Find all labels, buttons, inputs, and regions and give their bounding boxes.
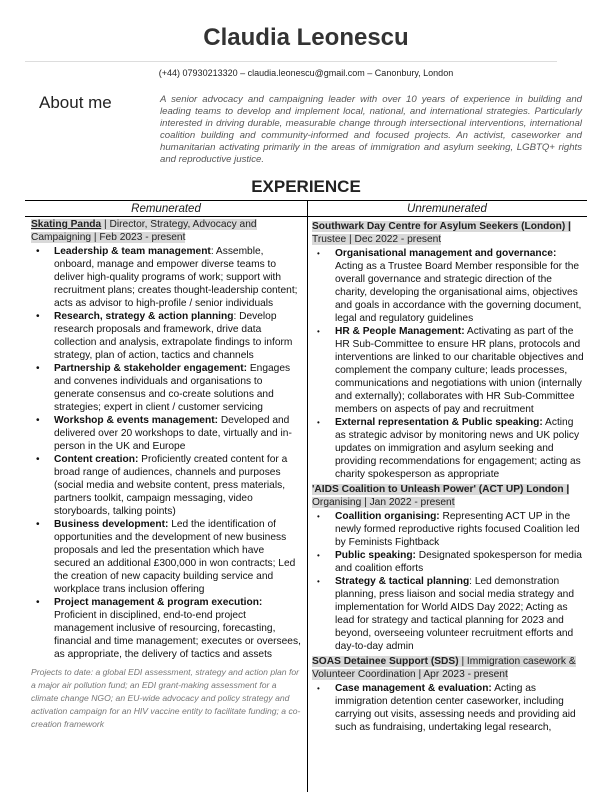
list-item (317, 416, 584, 481)
bullet-text: Developed and delivered over 20 workshops to date, virtually and in-person in the UK and Europe (54, 415, 292, 452)
list-item (317, 510, 584, 549)
bullet-text: Representing ACT UP in the newly formed reproductive rights focused Coalition led by Feminists Fightback (335, 511, 580, 548)
bullet-list (312, 682, 584, 734)
list-item (36, 518, 303, 596)
bullet-title: Workshop & events management: (54, 415, 218, 426)
list-item (317, 325, 584, 416)
list-item (317, 575, 584, 653)
contact-line: (+44) 07930213320 – claudia.leonescu@gmail.com – Canonbury, London (158, 68, 454, 78)
bullet-title: Organisational management and governance: (335, 248, 557, 259)
bullet-title: Coallition organising: (335, 511, 440, 522)
remunerated-column (31, 218, 303, 731)
bullet-text: Led the identification of opportunities and the development of new business proposals and led the presentation which have secured an additional £300,000 in won contracts; Led the creation of new capacity building service and workplace trans inclusion offering (54, 519, 296, 595)
org-entry (312, 655, 584, 734)
org-role: | Director, Strategy, Advocacy and Campaigning | Feb 2023 - present (31, 219, 257, 243)
bullet-title: Partnership & stakeholder engagement: (54, 363, 248, 374)
bullet-title: Public speaking: (335, 550, 416, 561)
list-item (36, 362, 303, 414)
about-text: A senior advocacy and campaigning leader with over 10 years of experience in building and leading teams to develop and implement local, national, and international strategies. Particularly interested in driving durable, measurable change through intersectional interventions, international coalition building and community-informed and focused projects. An activist, caseworker and humanitarian activating primarily in the areas of immigration and asylum seeking, LGBTQ+ rights and reproductive justice. (160, 94, 582, 165)
list-item (317, 247, 584, 325)
column-divider (307, 201, 308, 792)
about-heading: About me (39, 93, 112, 112)
bullet-title: HR & People Management: (335, 326, 465, 337)
unremunerated-column (312, 218, 584, 735)
list-item (317, 549, 584, 575)
org-heading (312, 656, 576, 680)
candidate-name: Claudia Leonescu (203, 24, 409, 51)
header-divider (25, 61, 557, 62)
list-item (36, 245, 303, 310)
list-item (36, 596, 303, 661)
remunerated-header: Remunerated (25, 201, 307, 217)
list-item (36, 453, 303, 518)
org-role: Organising | Jan 2022 - present (312, 497, 455, 508)
bullet-text: Proficient in disciplined, end-to-end project management inclusive of resourcing, forecasting, financial and time management; executes or oversees, as appropriate, the delivery of tactics and assets (54, 610, 301, 660)
bullet-list (312, 510, 584, 653)
list-item (36, 414, 303, 453)
org-name: Southwark Day Centre for Asylum Seekers (London) | (312, 221, 571, 232)
org-entry (312, 220, 584, 481)
projects-note: Projects to date: a global EDI assessment, strategy and action plan for a major air pollution fund; an EDI grant-making assessment for a climate change NGO; an EU-wide advocacy and policy strategy and activation campaign for an HIV vaccine entity to facilitate funding; a co-creation framework (31, 667, 301, 729)
bullet-text: : Led demonstration planning, press liaison and social media strategy and implementation for World AIDS Day 2022; Acting as lead for strategy and tactical planning for 2023 and beyond, overseeing volunteer recruitment efforts and day-to-day admin (335, 576, 574, 652)
bullet-text: Activating as part of the HR Sub-Committee to ensure HR plans, protocols and interventions are linked to our charitable objectives and complement the company culture; leads processes, communications and negotiations with union (internally and externally); collaborates with HR Sub-Committee members on aspects of pay and recruitment (335, 326, 584, 415)
org-role: | Immigration casework & Volunteer Coordination | Apr 2023 - present (312, 656, 576, 680)
org-name: Skating Panda (31, 219, 102, 230)
bullet-text: Acting as immigration detention center caseworker, including carrying out visits, assessing needs and providing aid such as fundraising, undertaking legal research, (335, 683, 576, 733)
bullet-text: Designated spokesperson for media and coalition efforts (335, 550, 582, 574)
bullet-title: Project management & program execution: (54, 597, 263, 608)
bullet-text: Acting as strategic advisor by monitoring news and UK policy updates on immigration and asylum seeking and providing recommendations for engagement; acting as charity spokesperson as appropriate (335, 417, 581, 480)
unremunerated-header: Unremunerated (307, 201, 587, 217)
org-role: Trustee | Dec 2022 - present (312, 234, 442, 245)
org-name: 'AIDS Coalition to Unleash Power' (ACT UP) London | (312, 484, 570, 495)
bullet-text: : Develop research proposals and framework, drive data collection and analysis, extrapolate findings to inform strategy, plan of action, tactics and channels (54, 311, 293, 361)
bullet-title: Case management & evaluation: (335, 683, 492, 694)
bullet-text: Engages and convenes individuals and organisations to generate consensus and co-create solutions and strategies; expert in client / customer servicing (54, 363, 291, 413)
bullet-title: Strategy & tactical planning (335, 576, 470, 587)
org-name: SOAS Detainee Support (SDS) (312, 656, 459, 667)
bullet-text: Acting as a Trustee Board Member responsible for the overall governance and strategic direction of the charity, developing the organisational aims, objectives and goals in accordance with the governing document, legal and regulatory guidelines (335, 261, 582, 324)
experience-table (25, 200, 587, 792)
experience-heading: EXPERIENCE (251, 177, 361, 196)
bullet-title: Content creation: (54, 454, 139, 465)
bullet-title: Research, strategy & action planning (54, 311, 234, 322)
list-item (36, 310, 303, 362)
org-heading (31, 219, 257, 243)
bullet-title: Leadership & team management (54, 246, 211, 257)
bullet-text: : Assemble, onboard, manage and empower diverse teams to deliver high-quality programs of work; support with recruitment plans; creates thought-leadership content; acts as advisor to high-profile / senior individuals (54, 246, 298, 309)
org-heading (312, 484, 569, 508)
bullet-list (312, 247, 584, 481)
bullet-title: External representation & Public speaking: (335, 417, 543, 428)
bullet-text: Proficiently created content for a broad range of audiences, channels and purposes (social media and website content, press materials, partners toolkit, campaign messaging, video storyboards, talking points) (54, 454, 288, 517)
org-heading (312, 221, 571, 245)
bullet-title: Business development: (54, 519, 169, 530)
list-item (317, 682, 584, 734)
org-entry (312, 483, 584, 653)
bullet-list (31, 245, 303, 661)
